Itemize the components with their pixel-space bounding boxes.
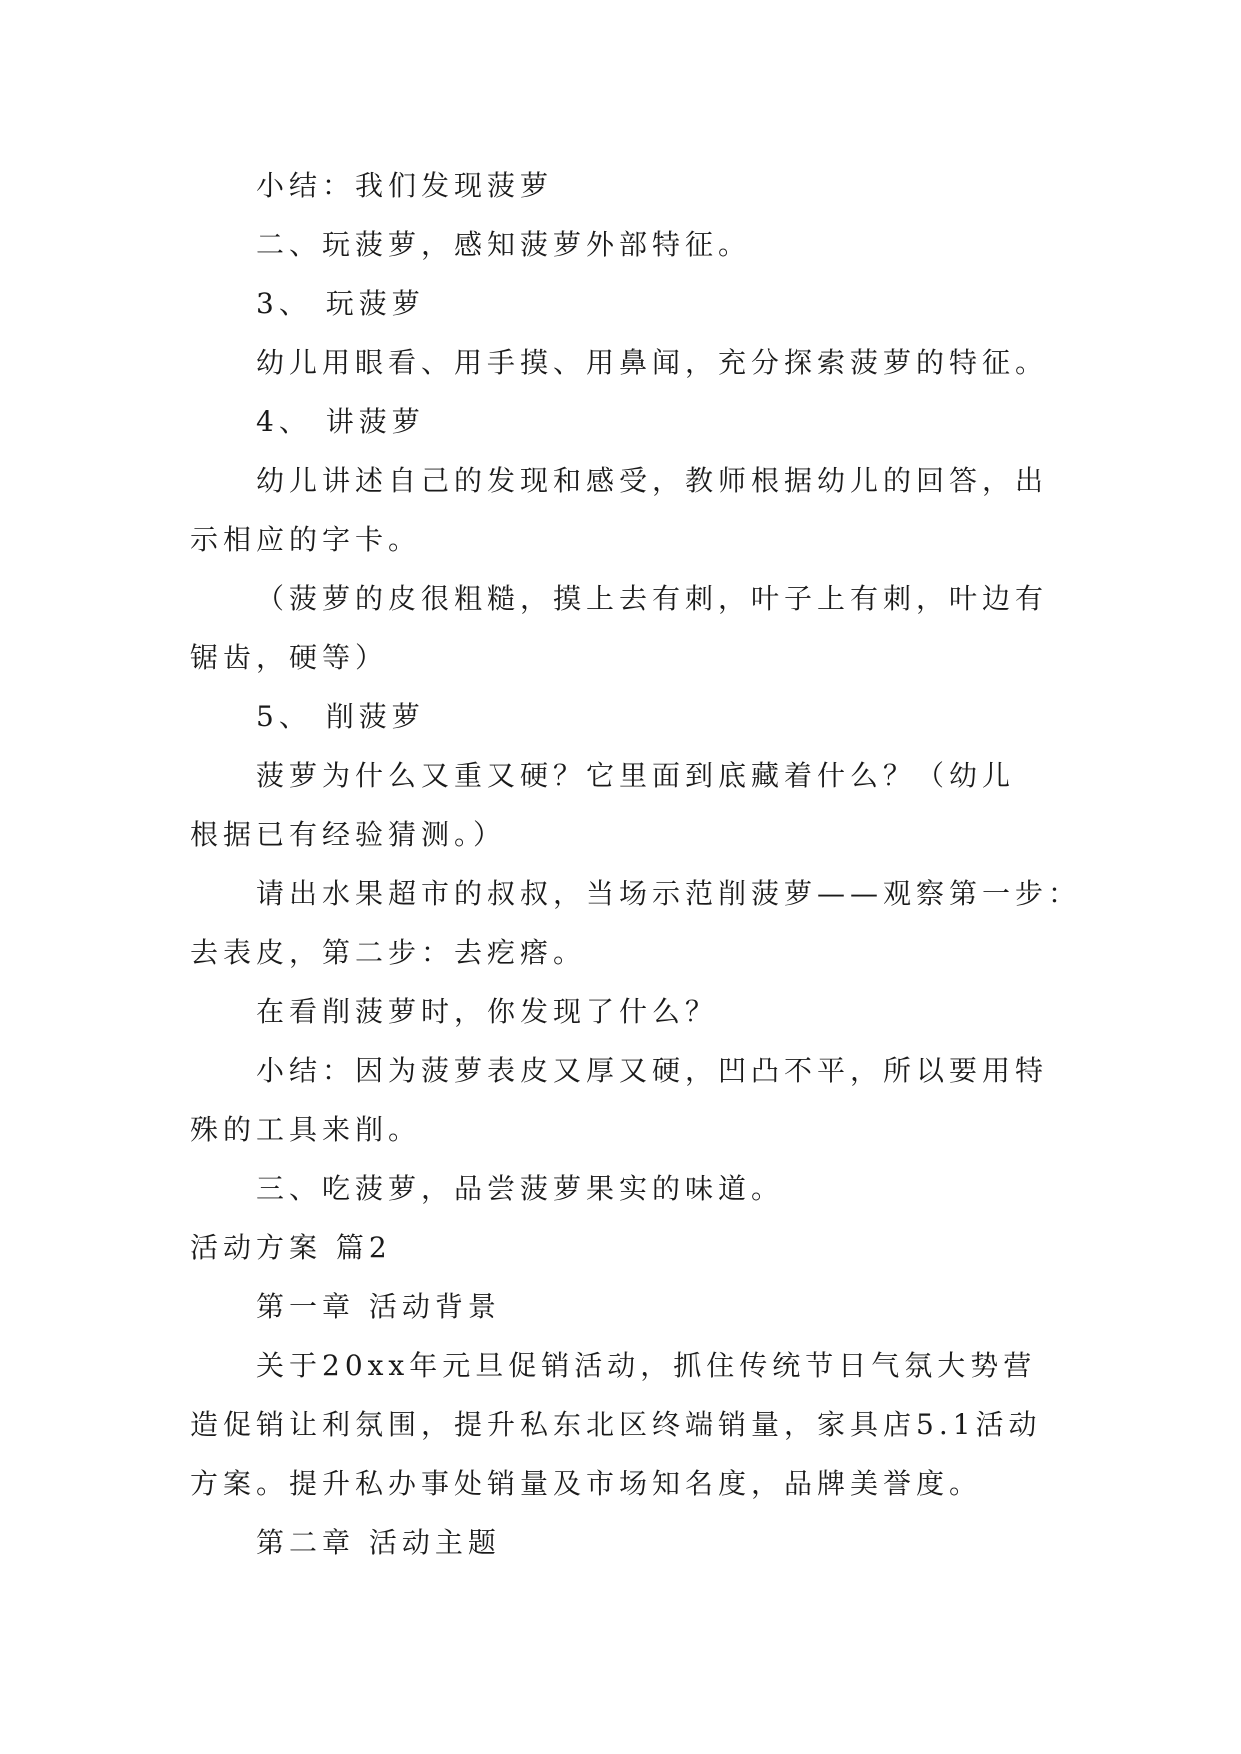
text-line: 4、 讲菠萝 (256, 405, 425, 438)
text-line: 菠萝为什么又重又硬？它里面到底藏着什么？（幼儿 (256, 759, 1016, 792)
text-line: 去表皮，第二步：去疙瘩。 (190, 936, 587, 969)
text-line: 关于20xx年元旦促销活动，抓住传统节日气氛大势营 (256, 1349, 1037, 1382)
text-line: 三、吃菠萝，品尝菠萝果实的味道。 (256, 1172, 785, 1205)
text-line: 小结：因为菠萝表皮又厚又硬，凹凸不平，所以要用特 (256, 1054, 1049, 1087)
text-line: 造促销让利氛围，提升私东北区终端销量，家具店5.1活动 (190, 1408, 1042, 1441)
text-line: 在看削菠萝时，你发现了什么？ (256, 995, 719, 1028)
section-heading: 活动方案 篇2 (190, 1231, 392, 1264)
text-line: 幼儿讲述自己的发现和感受，教师根据幼儿的回答，出 (256, 464, 1049, 497)
text-line: 小结：我们发现菠萝 (256, 169, 554, 202)
text-line: 幼儿用眼看、用手摸、用鼻闻，充分探索菠萝的特征。 (256, 346, 1049, 379)
text-line: 请出水果超市的叔叔，当场示范削菠萝——观察第一步： (256, 877, 1082, 910)
text-line: 3、 玩菠萝 (256, 287, 425, 320)
text-line: 5、 削菠萝 (256, 700, 425, 733)
chapter-heading: 第二章 活动主题 (256, 1526, 501, 1559)
text-line: 殊的工具来削。 (190, 1113, 422, 1146)
text-line: 示相应的字卡。 (190, 523, 422, 556)
text-line: 方案。提升私办事处销量及市场知名度，品牌美誉度。 (190, 1467, 983, 1500)
text-line: 锯齿，硬等） (190, 641, 389, 674)
text-line: 根据已有经验猜测。） (190, 818, 507, 851)
text-line: 二、玩菠萝，感知菠萝外部特征。 (256, 228, 752, 261)
text-line: （菠萝的皮很粗糙，摸上去有刺，叶子上有刺，叶边有 (256, 582, 1049, 615)
chapter-heading: 第一章 活动背景 (256, 1290, 501, 1323)
